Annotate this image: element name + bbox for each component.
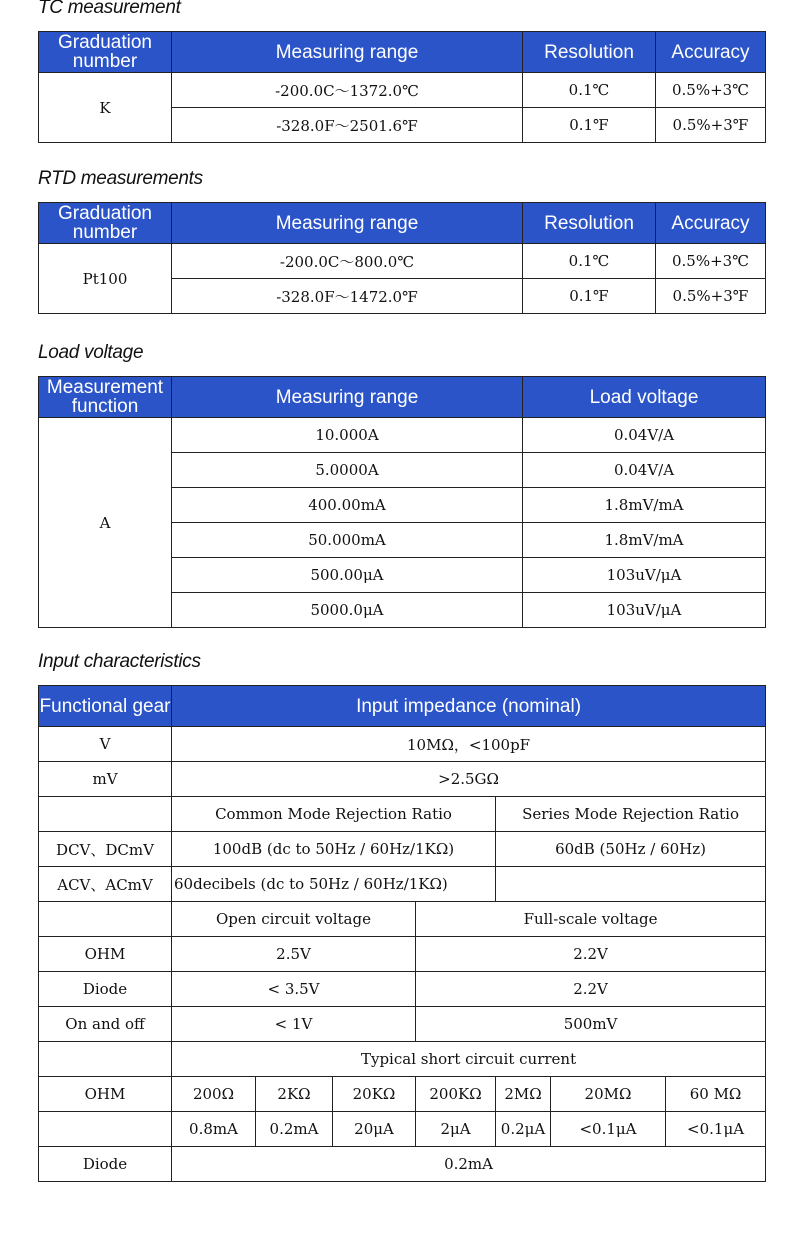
smrr-ac xyxy=(496,867,766,902)
short-current: 0.2mA xyxy=(256,1112,333,1147)
gear-diode: Diode xyxy=(39,972,172,1007)
open-voltage: < 3.5V xyxy=(172,972,416,1007)
diode-current: 0.2mA xyxy=(172,1147,766,1182)
tc-type: K xyxy=(39,73,172,143)
load-heading: Load voltage xyxy=(38,342,144,363)
full-voltage: 500mV xyxy=(416,1007,766,1042)
smrr-label: Series Mode Rejection Ratio xyxy=(496,797,766,832)
gear-v: V xyxy=(39,727,172,762)
load-function: A xyxy=(39,418,172,628)
empty-cell xyxy=(39,1112,172,1147)
rtd-type: Pt100 xyxy=(39,244,172,314)
rtd-table xyxy=(38,202,766,314)
short-current: <0.1μA xyxy=(666,1112,766,1147)
short-circuit-label: Typical short circuit current xyxy=(172,1042,766,1077)
load-voltage: 103uV/μA xyxy=(523,558,766,593)
load-range: 400.00mA xyxy=(172,488,523,523)
gear-ac: ACV、ACmV xyxy=(39,867,172,902)
header-resolution: Resolution xyxy=(523,32,656,73)
rtd-range: -328.0F～1472.0℉ xyxy=(172,279,523,314)
header-accuracy: Accuracy xyxy=(656,32,766,73)
tc-table xyxy=(38,31,766,143)
full-voltage: 2.2V xyxy=(416,937,766,972)
impedance-v: 10MΩ，<100pF xyxy=(172,727,766,762)
ohm-range: 60 MΩ xyxy=(666,1077,766,1112)
short-current: 20μA xyxy=(333,1112,416,1147)
empty-cell xyxy=(39,1042,172,1077)
load-range: 500.00μA xyxy=(172,558,523,593)
rtd-accuracy: 0.5%+3℃ xyxy=(656,244,766,279)
rtd-range: -200.0C～800.0℃ xyxy=(172,244,523,279)
ohm-range: 20KΩ xyxy=(333,1077,416,1112)
header-measurement-function: Measurement function xyxy=(39,377,172,418)
full-voltage: 2.2V xyxy=(416,972,766,1007)
short-current: 0.2μA xyxy=(496,1112,551,1147)
header-measuring-range: Measuring range xyxy=(172,377,523,418)
smrr-dc: 60dB (50Hz / 60Hz) xyxy=(496,832,766,867)
tc-resolution: 0.1℃ xyxy=(523,73,656,108)
load-range: 5.0000A xyxy=(172,453,523,488)
header-functional-gear: Functional gear xyxy=(39,686,172,727)
short-current: <0.1μA xyxy=(551,1112,666,1147)
tc-range: -200.0C～1372.0℃ xyxy=(172,73,523,108)
short-current: 0.8mA xyxy=(172,1112,256,1147)
open-voltage-label: Open circuit voltage xyxy=(172,902,416,937)
short-current: 2μA xyxy=(416,1112,496,1147)
load-range: 10.000A xyxy=(172,418,523,453)
input-heading: Input characteristics xyxy=(38,651,201,672)
gear-dc: DCV、DCmV xyxy=(39,832,172,867)
rtd-resolution: 0.1℃ xyxy=(523,244,656,279)
header-load-voltage: Load voltage xyxy=(523,377,766,418)
tc-accuracy: 0.5%+3℃ xyxy=(656,73,766,108)
full-voltage-label: Full-scale voltage xyxy=(416,902,766,937)
gear-diode: Diode xyxy=(39,1147,172,1182)
load-voltage: 1.8mV/mA xyxy=(523,523,766,558)
ohm-range: 200Ω xyxy=(172,1077,256,1112)
load-voltage: 103uV/μA xyxy=(523,593,766,628)
header-input-impedance: Input impedance (nominal) xyxy=(172,686,766,727)
open-voltage: 2.5V xyxy=(172,937,416,972)
tc-resolution: 0.1℉ xyxy=(523,108,656,143)
load-voltage: 0.04V/A xyxy=(523,453,766,488)
rtd-accuracy: 0.5%+3℉ xyxy=(656,279,766,314)
rtd-resolution: 0.1℉ xyxy=(523,279,656,314)
load-range: 5000.0μA xyxy=(172,593,523,628)
header-accuracy: Accuracy xyxy=(656,203,766,244)
header-measuring-range: Measuring range xyxy=(172,32,523,73)
gear-on-off: On and off xyxy=(39,1007,172,1042)
gear-mv: mV xyxy=(39,762,172,797)
header-graduation-number: Graduation number xyxy=(39,32,172,73)
cmrr-dc: 100dB (dc to 50Hz / 60Hz/1KΩ) xyxy=(172,832,496,867)
load-range: 50.000mA xyxy=(172,523,523,558)
impedance-mv: >2.5GΩ xyxy=(172,762,766,797)
ohm-range: 200KΩ xyxy=(416,1077,496,1112)
ohm-range: 2MΩ xyxy=(496,1077,551,1112)
cmrr-ac: 60decibels (dc to 50Hz / 60Hz/1KΩ) xyxy=(172,867,496,902)
ohm-range: 20MΩ xyxy=(551,1077,666,1112)
tc-heading: TC measurement xyxy=(38,0,181,18)
load-voltage: 0.04V/A xyxy=(523,418,766,453)
cmrr-label: Common Mode Rejection Ratio xyxy=(172,797,496,832)
empty-cell xyxy=(39,797,172,832)
header-measuring-range: Measuring range xyxy=(172,203,523,244)
tc-accuracy: 0.5%+3℉ xyxy=(656,108,766,143)
gear-ohm: OHM xyxy=(39,1077,172,1112)
header-graduation-number: Graduation number xyxy=(39,203,172,244)
tc-range: -328.0F～2501.6℉ xyxy=(172,108,523,143)
ohm-range: 2KΩ xyxy=(256,1077,333,1112)
open-voltage: < 1V xyxy=(172,1007,416,1042)
input-table xyxy=(38,685,766,1182)
header-resolution: Resolution xyxy=(523,203,656,244)
load-voltage: 1.8mV/mA xyxy=(523,488,766,523)
load-table xyxy=(38,376,766,628)
empty-cell xyxy=(39,902,172,937)
rtd-heading: RTD measurements xyxy=(38,168,203,189)
gear-ohm: OHM xyxy=(39,937,172,972)
